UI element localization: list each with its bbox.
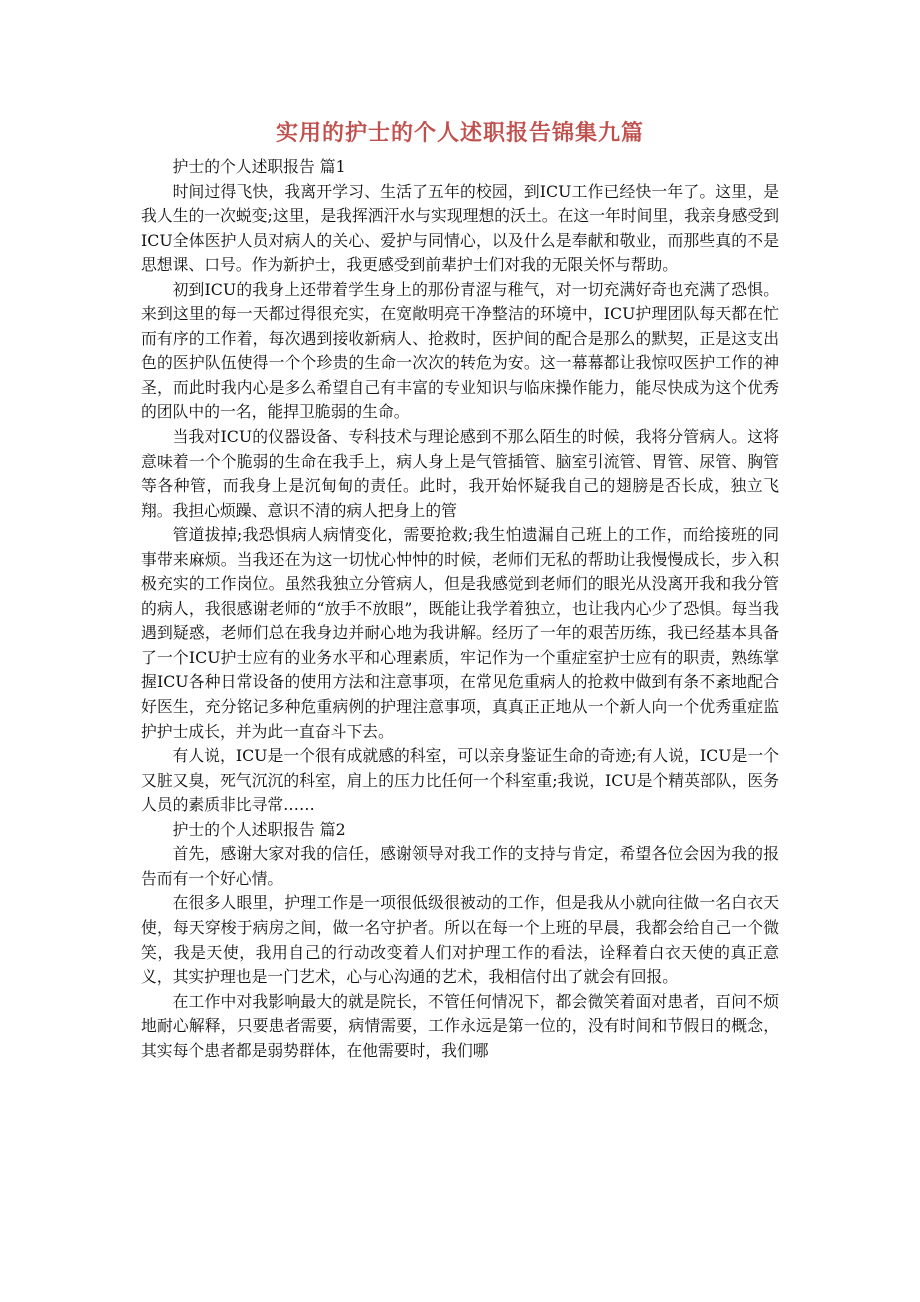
document-body xyxy=(141,155,779,1063)
section-heading-2: 护士的个人述职报告 篇2 xyxy=(172,819,346,839)
paragraph: 有人说，ICU是一个很有成就感的科室，可以亲身鉴证生命的奇迹;有人说，ICU是一个又脏又臭，死气沉沉的科室，肩上的压力比任何一个科室重;我说，ICU是个精英部队，医务人员的素质非比寻常…… xyxy=(141,746,779,815)
paragraph: 时间过得飞快，我离开学习、生活了五年的校园，到ICU工作已经快一年了。这里，是我人生的一次蜕变;这里，是我挥洒汗水与实现理想的沃土。在这一年时间里，我亲身感受到ICU全体医护人员对病人的关心、爱护与同情心，以及什么是奉献和敬业，而那些真的不是思想课、口号。作为新护士，我更感受到前辈护士们对我的无限关怀与帮助。 xyxy=(141,181,779,275)
document-title: 实用的护士的个人述职报告锦集九篇 xyxy=(275,120,644,146)
paragraph: 首先，感谢大家对我的信任，感谢领导对我工作的支持与肯定，希望各位会因为我的报告而有一个好心情。 xyxy=(141,844,779,888)
section-heading-1: 护士的个人述职报告 篇1 xyxy=(172,157,346,176)
paragraph: 初到ICU的我身上还带着学生身上的那份青涩与稚气，对一切充满好奇也充满了恐惧。来到这里的每一天都过得很充实，在宽敞明亮干净整洁的环境中，ICU护理团队每天都在忙而有序的工作着，每次遇到接收新病人、抢救时，医护间的配合是那么的默契，正是这支出色的医护队伍使得一个个珍贵的生命一次次的转危为安。这一幕幕都让我惊叹医护工作的神圣，而此时我内心是多么希望自己有丰富的专业知识与临床操作能力，能尽快成为这个优秀的团队中的一名，能捍卫脆弱的生命。 xyxy=(141,279,779,422)
paragraph: 在很多人眼里，护理工作是一项很低级很被动的工作，但是我从小就向往做一名白衣天使，每天穿梭于病房之间，做一名守护者。所以在每一个上班的早晨，我都会给自己一个微笑，我是天使，我用自己的行动改变着人们对护理工作的看法，诠释着白衣天使的真正意义，其实护理也是一门艺术，心与心沟通的艺术，我相信付出了就会有回报。 xyxy=(141,893,779,987)
paragraph: 当我对ICU的仪器设备、专科技术与理论感到不那么陌生的时候，我将分管病人。这将意味着一个个脆弱的生命在我手上，病人身上是气管插管、脑室引流管、胃管、尿管、胸管等各种管，而我身上是沉甸甸的责任。此时，我开始怀疑我自己的翅膀是否长成，独立飞翔。我担心烦躁、意识不清的病人把身上的管 xyxy=(141,427,779,520)
paragraph: 管道拔掉;我恐惧病人病情变化，需要抢救;我生怕遗漏自己班上的工作，而给接班的同事带来麻烦。当我还在为这一切忧心忡忡的时候，老师们无私的帮助让我慢慢成长，步入积极充实的工作岗位。虽然我独立分管病人，但是我感觉到老师们的眼光从没离开我和我分管的病人，我很感谢老师的“放手不放眼”，既能让我学着独立，也让我内心少了恐惧。每当我遇到疑惑，老师们总在我身边并耐心地为我讲解。经历了一年的艰苦历练，我已经基本具备了一个ICU护士应有的业务水平和心理素质，牢记作为一个重症室护士应有的职责，熟练掌握ICU各种日常设备的使用方法和注意事项，在常见危重病人的抢救中做到有条不紊地配合好医生，充分铭记多种危重病例的护理注意事项，真真正正地从一个新人向一个优秀重症监护护士成长，并为此一直奋斗下去。 xyxy=(141,525,779,741)
paragraph: 在工作中对我影响最大的就是院长，不管任何情况下，都会微笑着面对患者，百问不烦地耐心解释，只要患者需要，病情需要，工作永远是第一位的，没有时间和节假日的概念，其实每个患者都是弱势群体，在他需要时，我们哪 xyxy=(141,991,779,1060)
